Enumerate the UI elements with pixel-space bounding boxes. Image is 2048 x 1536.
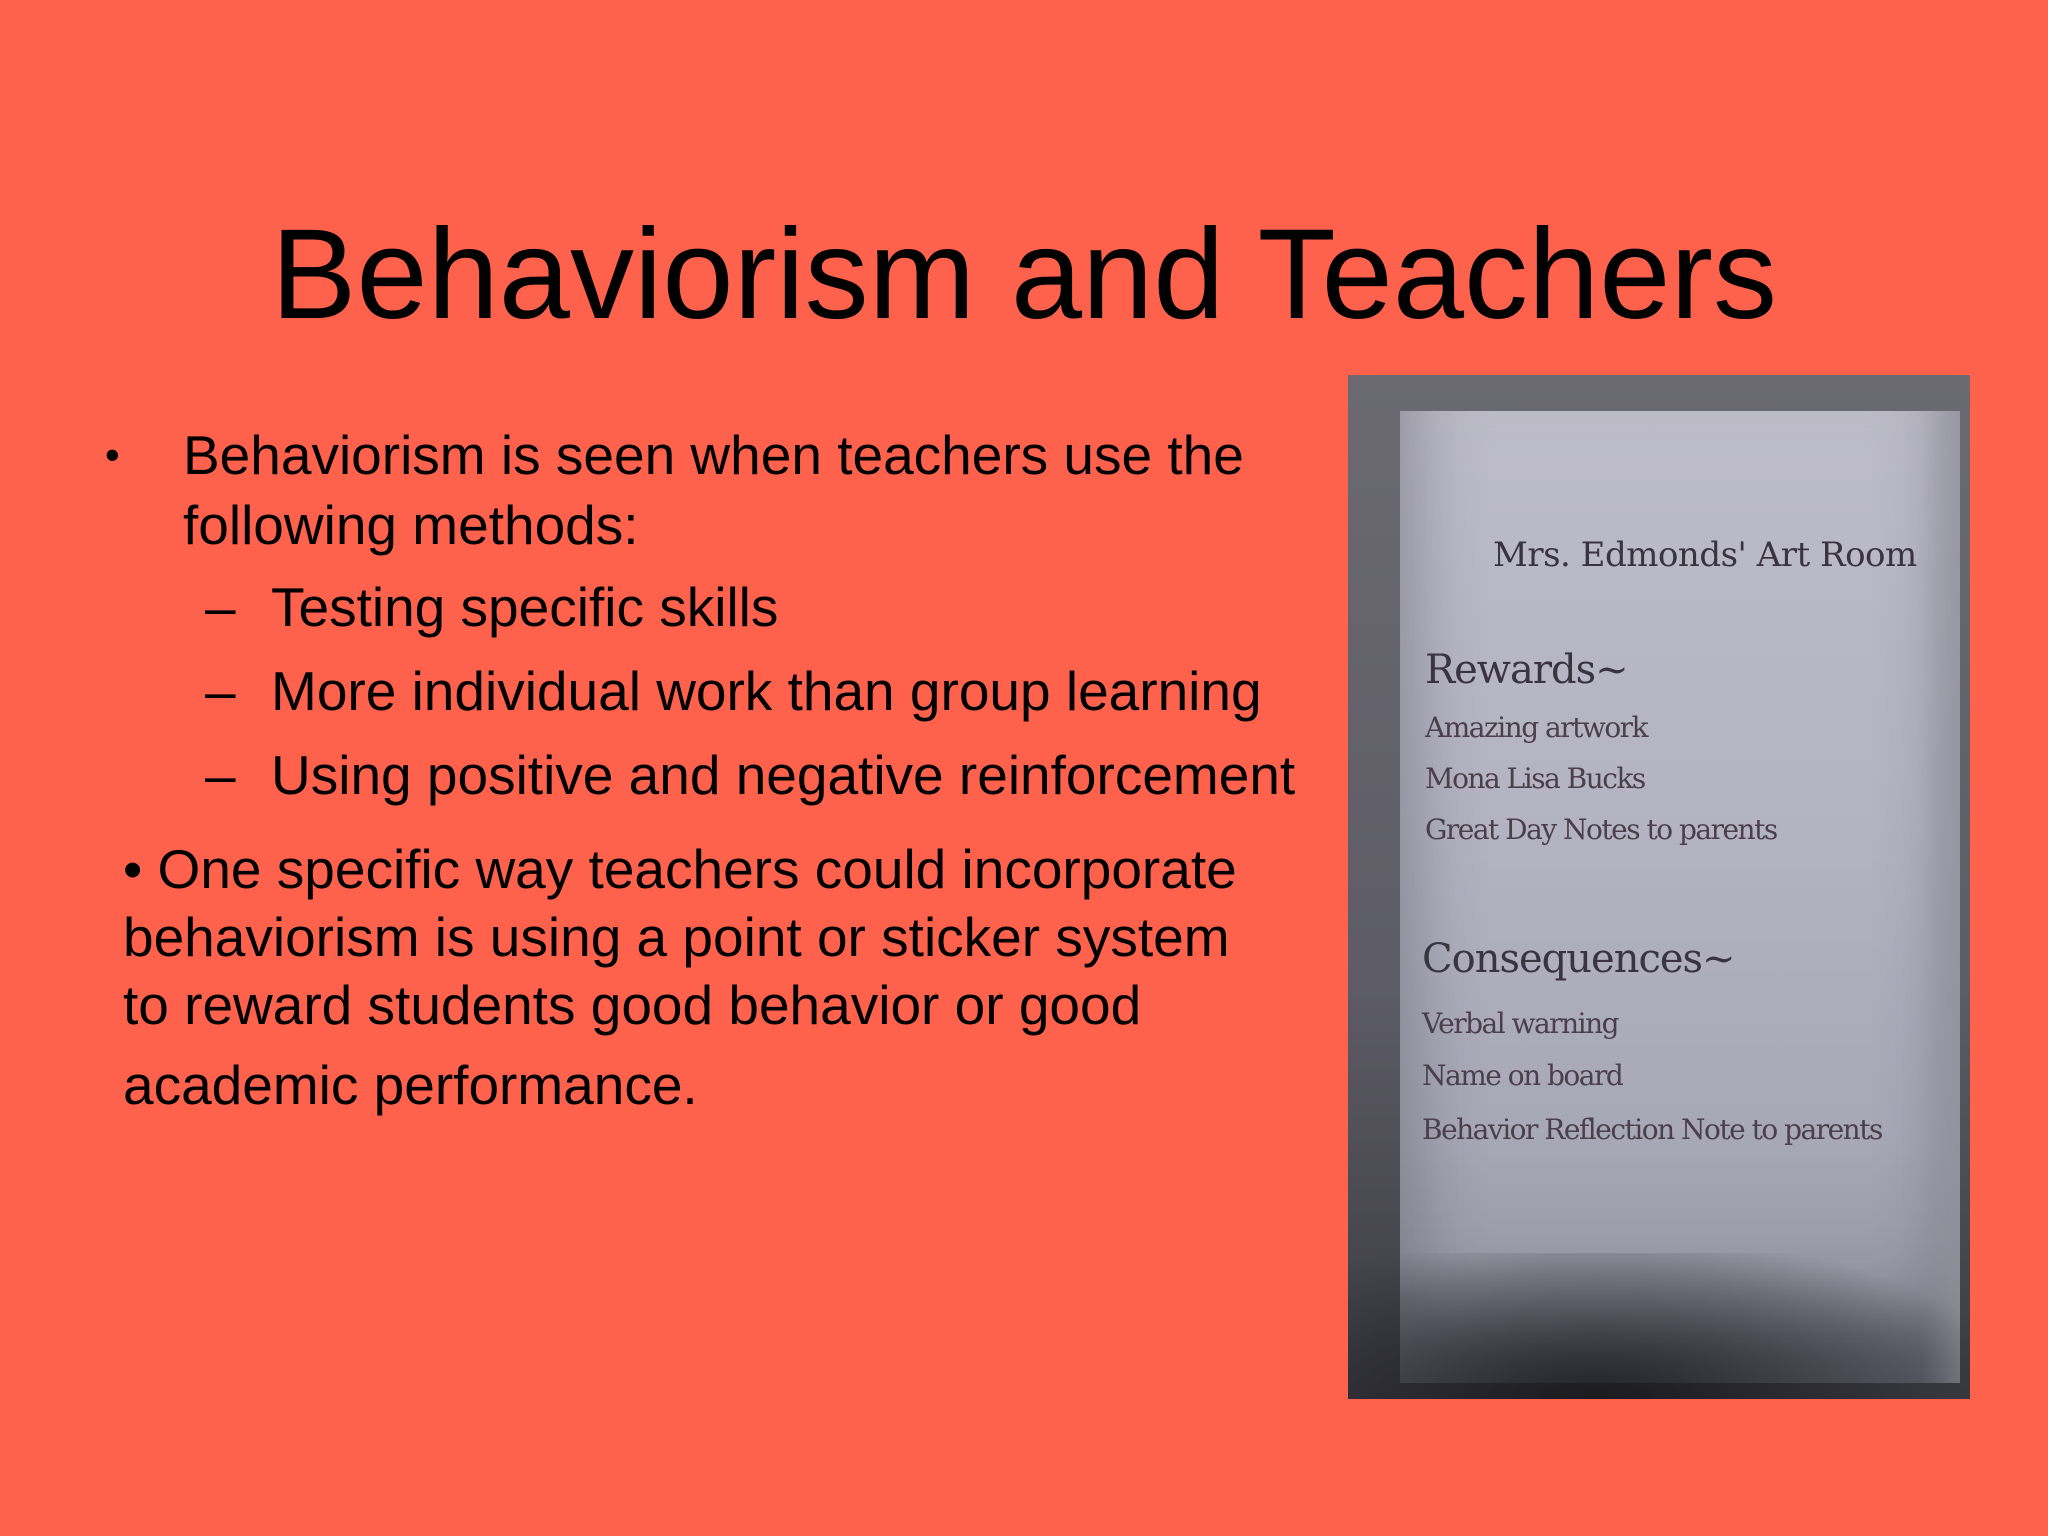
- classroom-rules-photo: [1348, 375, 1970, 1399]
- sub-bullet-text: More individual work than group learning: [271, 660, 1262, 722]
- sub-bullet-text: Using positive and negative reinforcement: [271, 744, 1296, 806]
- rules-sheet: [1400, 411, 1960, 1383]
- photo-heading: Mrs. Edmonds' Art Room: [1493, 535, 1917, 575]
- photo-consequence-item: Name on board: [1422, 1059, 1623, 1092]
- sub-bullet-text: Testing specific skills: [271, 576, 779, 638]
- photo-reward-item: Great Day Notes to parents: [1425, 813, 1777, 846]
- photo-reward-item: Amazing artwork: [1425, 711, 1648, 744]
- bullet-item: [105, 420, 1345, 560]
- photo-consequences-title: Consequences~: [1422, 936, 1735, 982]
- bullet-line: following methods:: [183, 494, 639, 556]
- paragraph-line: to reward students good behavior or good: [123, 974, 1142, 1036]
- bullet-marker: •: [105, 431, 120, 478]
- paragraph-line: academic performance.: [123, 1054, 698, 1116]
- slide-title: Behaviorism and Teachers: [271, 203, 1777, 346]
- dash-marker: –: [205, 744, 236, 806]
- sub-bullet-item: [205, 572, 1345, 656]
- photo-rewards-title: Rewards~: [1425, 647, 1628, 693]
- sub-bullet-item: [205, 656, 1345, 740]
- photo-reward-item: Mona Lisa Bucks: [1425, 762, 1645, 795]
- slide-body: [105, 420, 1345, 824]
- sub-bullet-list: [105, 572, 1345, 824]
- sub-bullet-item: [205, 740, 1345, 824]
- paragraph: [123, 835, 1323, 1119]
- photo-consequence-item: Verbal warning: [1422, 1007, 1619, 1040]
- dash-marker: –: [205, 660, 236, 722]
- dash-marker: –: [205, 576, 236, 638]
- paragraph-line: • One specific way teachers could incorporate: [123, 838, 1237, 900]
- photo-consequence-item: Behavior Reflection Note to parents: [1422, 1113, 1882, 1146]
- bullet-line: Behaviorism is seen when teachers use the: [183, 424, 1244, 486]
- paragraph-line: behaviorism is using a point or sticker system: [123, 906, 1230, 968]
